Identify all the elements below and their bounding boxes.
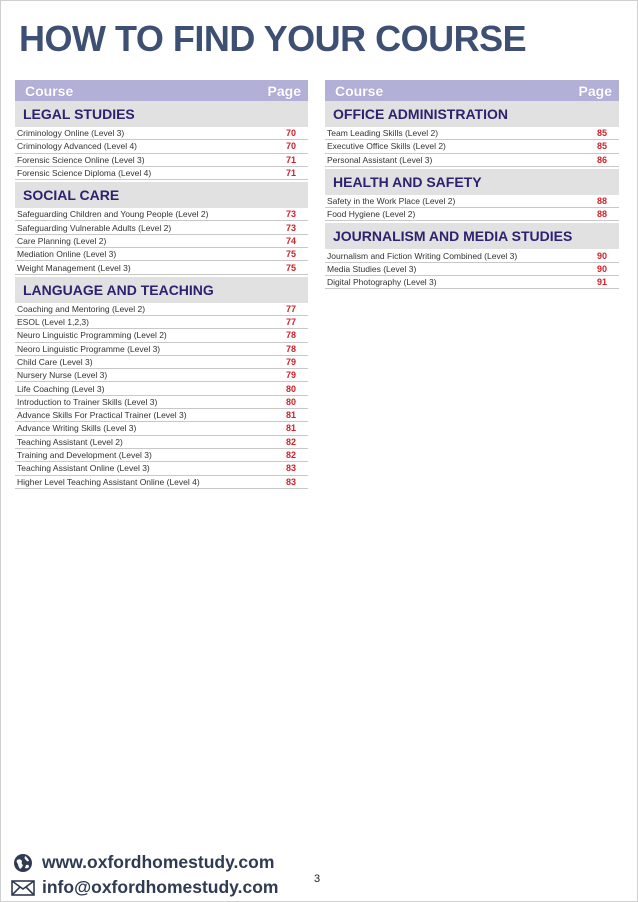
course-row bbox=[15, 449, 308, 462]
globe-icon bbox=[10, 853, 36, 873]
website-link[interactable]: www.oxfordhomestudy.com bbox=[42, 852, 275, 872]
course-name: Teaching Assistant Online (Level 3) bbox=[17, 463, 150, 474]
course-page-number: 71 bbox=[285, 168, 296, 179]
course-name: Digital Photography (Level 3) bbox=[327, 277, 437, 288]
course-row bbox=[15, 140, 308, 153]
course-name: Executive Office Skills (Level 2) bbox=[327, 141, 446, 152]
course-section bbox=[15, 277, 308, 489]
course-list bbox=[325, 195, 619, 222]
course-page-number: 80 bbox=[285, 396, 296, 407]
course-page-number: 83 bbox=[285, 463, 296, 474]
course-name: Advance Skills For Practical Trainer (Level 3) bbox=[17, 410, 187, 421]
course-row bbox=[15, 208, 308, 221]
course-page-number: 71 bbox=[285, 154, 296, 165]
course-row bbox=[15, 221, 308, 234]
course-page-number: 82 bbox=[285, 436, 296, 447]
section-heading: SOCIAL CARE bbox=[15, 182, 308, 208]
course-page-number: 73 bbox=[285, 222, 296, 233]
course-page-number: 70 bbox=[285, 141, 296, 152]
course-row bbox=[15, 422, 308, 435]
course-list bbox=[15, 208, 308, 274]
course-name: Safety in the Work Place (Level 2) bbox=[327, 196, 456, 207]
course-page-number: 85 bbox=[596, 141, 607, 152]
course-row bbox=[15, 329, 308, 342]
course-page-number: 86 bbox=[596, 154, 607, 165]
page-number: 3 bbox=[314, 873, 321, 885]
course-name: Care Planning (Level 2) bbox=[17, 235, 107, 246]
course-row bbox=[15, 409, 308, 422]
course-page-number: 75 bbox=[285, 249, 296, 260]
course-row bbox=[325, 263, 619, 276]
right-sections bbox=[325, 101, 619, 289]
email-link[interactable]: info@oxfordhomestudy.com bbox=[42, 877, 279, 897]
course-list bbox=[15, 303, 308, 489]
course-page-number: 73 bbox=[285, 209, 296, 220]
course-name: Nursery Nurse (Level 3) bbox=[17, 370, 108, 381]
footer bbox=[10, 850, 310, 900]
course-row bbox=[325, 195, 619, 208]
course-row bbox=[325, 140, 619, 153]
course-page-number: 74 bbox=[285, 235, 296, 246]
section-heading: LEGAL STUDIES bbox=[15, 101, 308, 127]
left-column bbox=[15, 80, 308, 489]
page-header-label: Page bbox=[578, 82, 612, 99]
course-row bbox=[15, 303, 308, 316]
course-row bbox=[15, 382, 308, 395]
course-row bbox=[15, 127, 308, 140]
course-name: Team Leading Skills (Level 2) bbox=[327, 128, 439, 139]
course-list bbox=[325, 249, 619, 289]
course-row bbox=[15, 235, 308, 248]
course-list bbox=[15, 127, 308, 180]
course-name: Life Coaching (Level 3) bbox=[17, 383, 105, 394]
course-name: Media Studies (Level 3) bbox=[327, 263, 417, 274]
course-name: Safeguarding Vulnerable Adults (Level 2) bbox=[17, 222, 172, 233]
course-row bbox=[15, 462, 308, 475]
course-section bbox=[15, 101, 308, 180]
course-page-number: 77 bbox=[285, 303, 296, 314]
column-header bbox=[15, 80, 308, 101]
course-page-number: 90 bbox=[596, 250, 607, 261]
website-line[interactable] bbox=[10, 850, 310, 875]
page-title: HOW TO FIND YOUR COURSE bbox=[19, 18, 527, 59]
course-name: Forensic Science Diploma (Level 4) bbox=[17, 168, 152, 179]
course-name: Mediation Online (Level 3) bbox=[17, 249, 117, 260]
envelope-icon bbox=[10, 878, 36, 898]
course-section bbox=[325, 223, 619, 289]
course-page-number: 75 bbox=[285, 262, 296, 273]
course-row bbox=[325, 154, 619, 167]
course-page-number: 90 bbox=[596, 263, 607, 274]
course-page-number: 91 bbox=[596, 277, 607, 288]
course-header-label: Course bbox=[335, 82, 384, 99]
course-row bbox=[325, 249, 619, 262]
course-name: Introduction to Trainer Skills (Level 3) bbox=[17, 396, 158, 407]
course-name: Forensic Science Online (Level 3) bbox=[17, 154, 145, 165]
course-page-number: 78 bbox=[285, 343, 296, 354]
course-name: Safeguarding Children and Young People (Level 2) bbox=[17, 209, 209, 220]
course-name: Journalism and Fiction Writing Combined (Level 3) bbox=[327, 250, 518, 261]
course-row bbox=[325, 127, 619, 140]
course-list bbox=[325, 127, 619, 167]
course-name: Criminology Online (Level 3) bbox=[17, 128, 125, 139]
course-name: Personal Assistant (Level 3) bbox=[327, 154, 433, 165]
course-name: Neuro Linguistic Programming (Level 2) bbox=[17, 330, 167, 341]
course-section bbox=[15, 182, 308, 274]
course-row bbox=[325, 208, 619, 221]
right-column bbox=[325, 80, 619, 289]
course-page-number: 88 bbox=[596, 196, 607, 207]
course-page-number: 82 bbox=[285, 450, 296, 461]
course-name: Criminology Advanced (Level 4) bbox=[17, 141, 138, 152]
course-page-number: 88 bbox=[596, 209, 607, 220]
course-name: ESOL (Level 1,2,3) bbox=[17, 317, 89, 328]
course-page-number: 79 bbox=[285, 370, 296, 381]
course-row bbox=[15, 356, 308, 369]
course-row bbox=[15, 436, 308, 449]
section-heading: LANGUAGE AND TEACHING bbox=[15, 277, 308, 303]
course-row bbox=[15, 396, 308, 409]
course-page-number: 81 bbox=[285, 423, 296, 434]
course-row bbox=[15, 167, 308, 180]
page-header-label: Page bbox=[267, 82, 301, 99]
course-row bbox=[15, 261, 308, 274]
course-page-number: 70 bbox=[285, 128, 296, 139]
course-header-label: Course bbox=[25, 82, 74, 99]
course-row bbox=[15, 248, 308, 261]
course-page-number: 78 bbox=[285, 330, 296, 341]
course-page-number: 77 bbox=[285, 317, 296, 328]
course-name: Coaching and Mentoring (Level 2) bbox=[17, 303, 146, 314]
course-row bbox=[15, 476, 308, 489]
course-name: Training and Development (Level 3) bbox=[17, 450, 152, 461]
section-heading: JOURNALISM AND MEDIA STUDIES bbox=[325, 223, 619, 249]
course-row bbox=[15, 343, 308, 356]
course-page-number: 83 bbox=[285, 476, 296, 487]
course-name: Food Hygiene (Level 2) bbox=[327, 209, 416, 220]
course-name: Weight Management (Level 3) bbox=[17, 262, 131, 273]
section-heading: OFFICE ADMINISTRATION bbox=[325, 101, 619, 127]
course-section bbox=[325, 169, 619, 222]
course-name: Higher Level Teaching Assistant Online (Level 4) bbox=[17, 476, 200, 487]
course-row bbox=[325, 276, 619, 289]
course-row bbox=[15, 154, 308, 167]
course-page-number: 80 bbox=[285, 383, 296, 394]
course-name: Teaching Assistant (Level 2) bbox=[17, 436, 123, 447]
email-line[interactable] bbox=[10, 875, 310, 900]
course-page-number: 81 bbox=[285, 410, 296, 421]
course-row bbox=[15, 316, 308, 329]
course-name: Child Care (Level 3) bbox=[17, 357, 93, 367]
course-section bbox=[325, 101, 619, 167]
section-heading: HEALTH AND SAFETY bbox=[325, 169, 619, 195]
course-row bbox=[15, 369, 308, 382]
course-name: Advance Writing Skills (Level 3) bbox=[17, 423, 137, 434]
left-sections bbox=[15, 101, 308, 489]
course-page-number: 85 bbox=[596, 128, 607, 139]
course-page-number: 79 bbox=[285, 357, 296, 367]
course-name: Neoro Linguistic Programme (Level 3) bbox=[17, 343, 161, 354]
column-header bbox=[325, 80, 619, 101]
